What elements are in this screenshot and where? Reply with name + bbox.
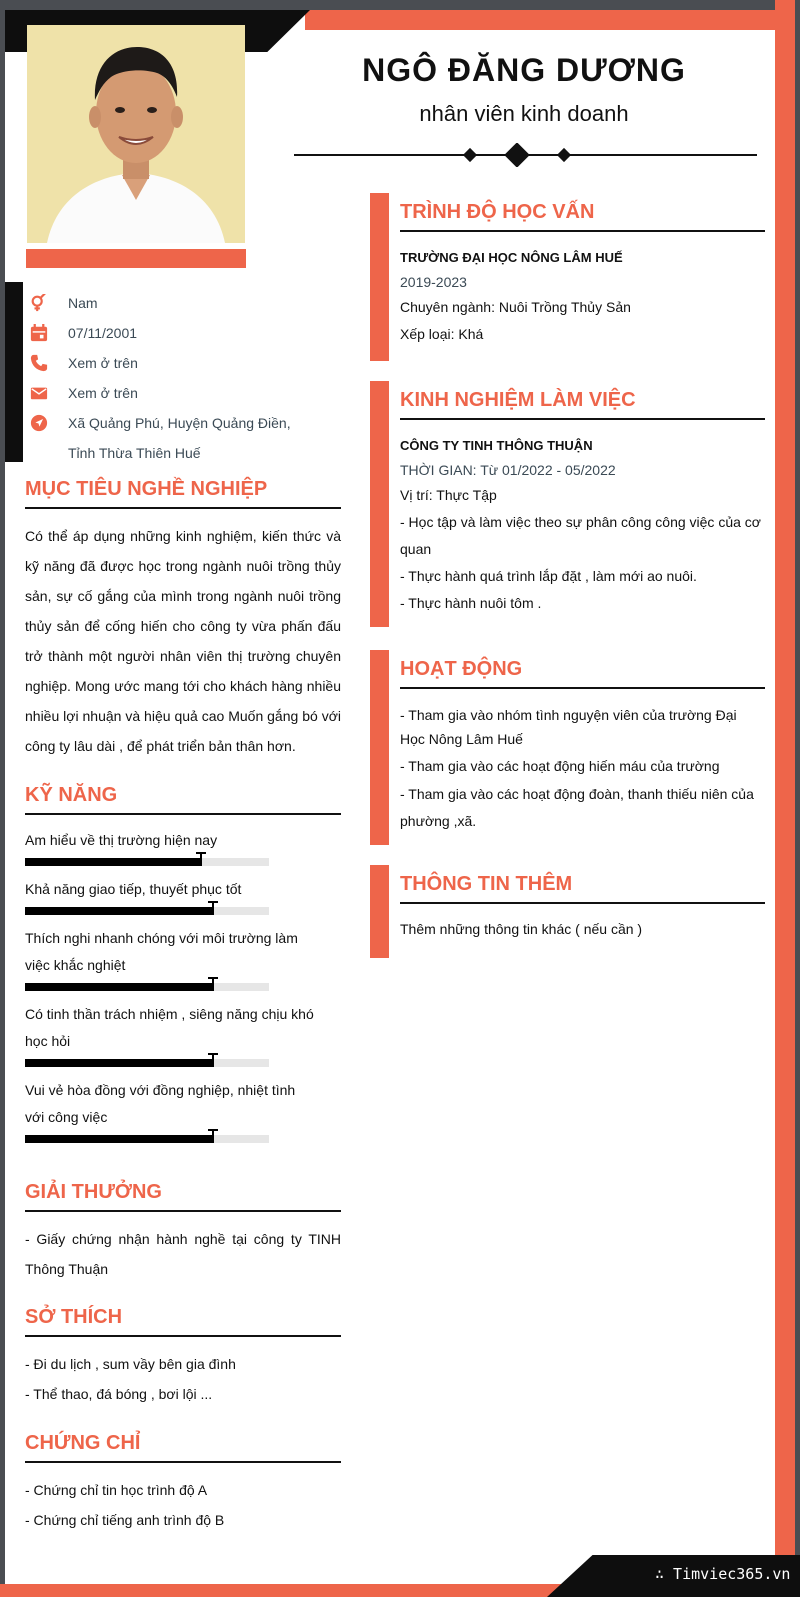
extra-info-accent-bar [370,865,389,958]
skill-level-fill [25,907,213,915]
skill-level-fill [25,1059,213,1067]
skill-level-bar [25,858,269,866]
left-dark-bar [5,282,23,462]
phone-icon [30,348,48,378]
top-accent-bar [305,10,775,30]
contact-info [30,288,350,468]
skill-name: Thích nghi nhanh chóng với môi trường làm việc khắc nghiệt [25,930,298,973]
skills-section [25,784,341,1143]
skill-level-marker [212,977,214,991]
contact-address-value: Xã Quảng Phú, Huyện Quảng Điền, Tỉnh Thừa Thiên Huế [68,415,291,461]
contact-birthday [30,318,350,348]
skill-level-marker [212,1129,214,1143]
skill-name: Vui vẻ hòa đồng với đồng nghiệp, nhiệt tình với công việc [25,1082,296,1125]
photo-accent-bar [26,249,246,268]
skill-level-marker [212,901,214,915]
extra-info-title: THÔNG TIN THÊM [400,865,765,904]
skill-level-bar [25,1135,269,1143]
certificates-section [25,1432,341,1535]
skill-level-fill [25,983,213,991]
skill-name: Có tinh thần trách nhiệm , siêng năng chịu khó học hỏi [25,1006,314,1049]
skill-name: Am hiểu về thị trường hiện nay [25,832,218,848]
activities-accent-bar [370,650,389,845]
awards-title: GIẢI THƯỞNG [25,1181,341,1212]
experience-line: - Học tập và làm việc theo sự phân công công việc của cơ quan [400,514,761,557]
skill-level-fill [25,858,201,866]
header-divider [294,143,757,167]
contact-birthday-value: 07/11/2001 [68,325,138,341]
calendar-icon [30,318,48,348]
footer-brand: ∴ Timviec365.vn [655,1565,791,1583]
objective-section [25,478,341,761]
skill-name: Khả năng giao tiếp, thuyết phục tốt [25,881,242,897]
awards-section [25,1181,341,1284]
hobbies-section [25,1306,341,1409]
objective-text: Có thể áp dụng những kinh nghiệm, kiến thức và kỹ năng đã được học trong ngành nuôi trồng thủy sản, sự cố gắng của mình trong ngành nuôi trồng thủy sản để cống hiến cho công ty vừa phấn đấu trở thành một người nhân viên thị trường chuyên nghiệp. Mong ước mang tới cho khách hàng nhiều nhiều lợi nhuận và hiệu quả cao Muốn gắng bó với công ty lâu dài , để phát triển bản thân hơn. [25,528,341,754]
objective-title: MỤC TIÊU NGHỀ NGHIỆP [25,478,341,509]
skills-list [25,827,341,1143]
activity-line: - Tham gia vào các hoạt động đoàn, thanh thiếu niên của phường ,xã. [400,786,754,829]
school-name: TRƯỜNG ĐẠI HỌC NÔNG LÂM HUẾ [400,250,623,265]
education-title: TRÌNH ĐỘ HỌC VẤN [400,193,765,232]
location-icon [30,408,48,438]
skill-level-fill [25,1135,213,1143]
skill-level-marker [200,852,202,866]
experience-accent-bar [370,381,389,627]
extra-info-text: Thêm những thông tin khác ( nếu cần ) [400,921,643,937]
hobbies-title: SỞ THÍCH [25,1306,341,1337]
contact-address [30,408,350,468]
skill-item [25,1001,341,1067]
contact-gender-value: Nam [68,295,98,311]
right-accent-bar [775,0,795,1597]
skill-level-bar [25,983,269,991]
education-section [370,193,765,348]
activities-title: HOẠT ĐỘNG [400,650,765,689]
skill-level-bar [25,907,269,915]
skill-level-bar [25,1059,269,1067]
experience-section [370,381,765,617]
profile-photo-illustration [27,25,245,243]
gender-icon [30,288,48,318]
company-name: CÔNG TY TINH THÔNG THUẬN [400,438,593,453]
extra-info-section [370,865,765,943]
contact-phone-value: Xem ở trên [68,355,138,371]
skill-item [25,925,341,991]
skill-level-marker [212,1053,214,1067]
hobby-item: - Thể thao, đá bóng , bơi lội ... [25,1386,213,1402]
skill-item [25,876,341,915]
contact-email [30,378,350,408]
email-icon [30,378,48,408]
awards-text: - Giấy chứng nhận hành nghề tại công ty TINH Thông Thuận [25,1231,341,1277]
activity-line: - Tham gia vào nhóm tình nguyện viên của trường Đại Học Nông Lâm Huế [400,707,737,747]
education-grade: Xếp loại: Khá [400,326,484,342]
activity-line: - Tham gia vào các hoạt động hiến máu của trường [400,758,720,774]
candidate-name: NGÔ ĐĂNG DƯƠNG [362,52,686,88]
education-accent-bar [370,193,389,361]
cv-header [290,52,758,127]
contact-phone [30,348,350,378]
experience-line: - Thực hành nuôi tôm . [400,595,542,611]
experience-line: Vị trí: Thực Tập [400,487,497,503]
experience-title: KINH NGHIỆM LÀM VIỆC [400,381,765,420]
experience-period: THỜI GIAN: Từ 01/2022 - 05/2022 [400,462,616,478]
skills-title: KỸ NĂNG [25,784,341,815]
profile-photo [27,25,245,243]
certificates-title: CHỨNG CHỈ [25,1432,341,1463]
hobby-item: - Đi du lịch , sum vầy bên gia đình [25,1356,236,1372]
education-period: 2019-2023 [400,274,467,290]
job-title: nhân viên kinh doanh [419,101,629,126]
skill-item [25,1077,341,1143]
experience-line: - Thực hành quá trình lắp đặt , làm mới ao nuôi. [400,568,697,584]
activities-section [370,650,765,835]
contact-email-value: Xem ở trên [68,385,138,401]
education-major: Chuyên ngành: Nuôi Trồng Thủy Sản [400,299,631,315]
contact-gender [30,288,350,318]
skill-item [25,827,341,866]
certificate-item: - Chứng chỉ tiếng anh trình độ B [25,1512,225,1528]
certificate-item: - Chứng chỉ tin học trình độ A [25,1482,208,1498]
